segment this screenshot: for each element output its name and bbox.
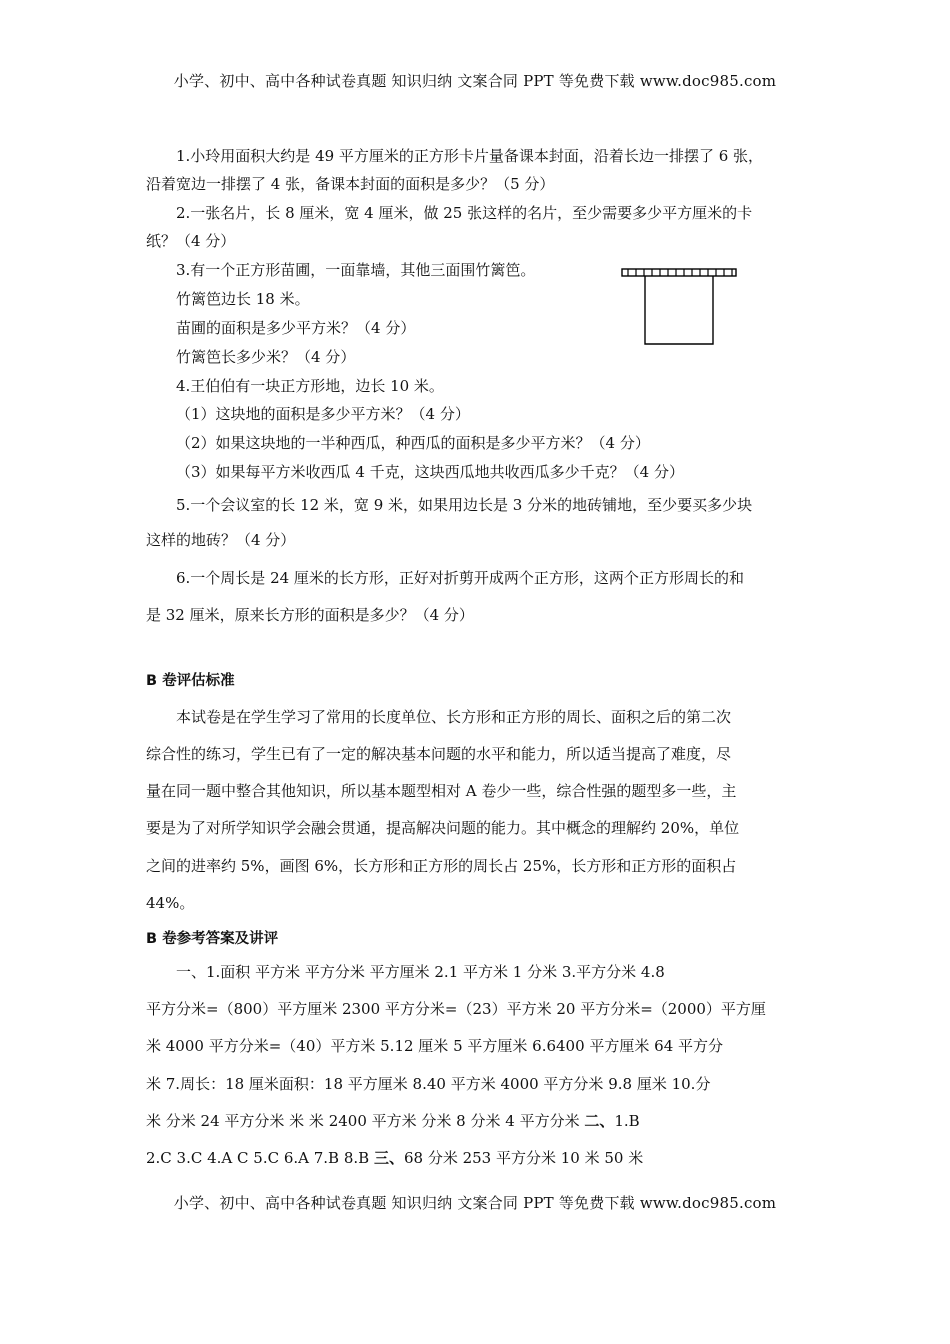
problem-5-line-2: 这样的地砖？（4 分）	[146, 531, 296, 549]
answers-line	[146, 1110, 640, 1131]
answers-fill-text: 米 分米 24 平方分米 米 米 2400 平方米 分米 8 分米 4 平方分米	[146, 1112, 585, 1130]
answers-calc-text: 68 分米 253 平方分米 10 米 50 米	[403, 1149, 644, 1167]
problem-4-line: 4.王伯伯有一块正方形地，边长 10 米。	[176, 377, 444, 395]
problem-6-line-1: 6.一个周长是 24 厘米的长方形，正好对折剪开成两个正方形，这两个正方形周长的和	[176, 569, 744, 587]
problem-3-line-4: 竹篱笆长多少米？（4 分）	[176, 348, 356, 366]
answers-line: 米 7.周长：18 厘米面积：18 平方厘米 8.40 平方米 4000 平方分米 9.8 厘米 10.分	[146, 1075, 711, 1093]
problem-4-part-1: （1）这块地的面积是多少平方米？（4 分）	[176, 405, 470, 423]
section-two-marker: 二、	[584, 1112, 615, 1130]
answers-line: 米 4000 平方分米=（40）平方米 5.12 厘米 5 平方厘米 6.6400 平方厘米 64 平方分	[146, 1037, 724, 1055]
answers-line: 一、1.面积 平方米 平方分米 平方厘米 2.1 平方米 1 分米 3.平方分米 4.8	[176, 963, 665, 981]
wall-hatching	[628, 269, 732, 276]
answers-heading: B 卷参考答案及讲评	[146, 931, 279, 947]
wall-bar	[622, 269, 736, 276]
problem-2-line-1: 2.一张名片，长 8 厘米，宽 4 厘米，做 25 张这样的名片，至少需要多少平方厘米的卡	[176, 204, 753, 222]
problem-4-part-3: （3）如果每平方米收西瓜 4 千克，这块西瓜地共收西瓜多少千克？（4 分）	[176, 463, 684, 481]
standard-line: 量在同一题中整合其他知识，所以基本题型相对 A 卷少一些，综合性强的题型多一些，主	[146, 782, 737, 800]
standard-line: 本试卷是在学生学习了常用的长度单位、长方形和正方形的周长、面积之后的第二次	[176, 708, 732, 726]
standard-heading: B 卷评估标准	[146, 673, 235, 689]
problem-3-line-1: 3.有一个正方形苗圃，一面靠墙，其他三面围竹篱笆。	[176, 261, 536, 279]
nursery-fence-diagram	[620, 266, 738, 348]
standard-line: 综合性的练习，学生已有了一定的解决基本问题的水平和能力，所以适当提高了难度，尽	[146, 745, 732, 763]
problem-5-line-1: 5.一个会议室的长 12 米，宽 9 米，如果用边长是 3 分米的地砖铺地，至少要买多少块	[176, 496, 753, 514]
problem-2-line-2: 纸？（4 分）	[146, 232, 236, 250]
answers-choice-text: 2.C 3.C 4.A C 5.C 6.A 7.B 8.B	[146, 1149, 374, 1167]
answers-choice-text: 1.B	[614, 1112, 640, 1130]
problem-1-line-1: 1.小玲用面积大约是 49 平方厘米的正方形卡片量备课本封面，沿着长边一排摆了 6 张，	[176, 147, 764, 165]
fence-sides	[645, 276, 713, 344]
problem-3-line-2: 竹篱笆边长 18 米。	[176, 290, 310, 308]
standard-line: 44%。	[146, 894, 195, 912]
answers-line	[146, 1147, 643, 1168]
standard-line: 之间的进率约 5%，画图 6%，长方形和正方形的周长占 25%，长方形和正方形的面积占	[146, 857, 737, 875]
problem-6-line-2: 是 32 厘米，原来长方形的面积是多少？（4 分）	[146, 606, 474, 624]
page-header: 小学、初中、高中各种试卷真题 知识归纳 文案合同 PPT 等免费下载 www.doc985.com	[173, 72, 777, 90]
standard-line: 要是为了对所学知识学会融会贯通，提高解决问题的能力。其中概念的理解约 20%，单位	[146, 819, 740, 837]
problem-3-line-3: 苗圃的面积是多少平方米？（4 分）	[176, 319, 416, 337]
answers-line: 平方分米=（800）平方厘米 2300 平方分米=（23）平方米 20 平方分米=（2000）平方厘	[146, 1000, 766, 1018]
section-three-marker: 三、	[373, 1149, 404, 1167]
problem-1-line-2: 沿着宽边一排摆了 4 张，备课本封面的面积是多少？（5 分）	[146, 175, 555, 193]
page-footer: 小学、初中、高中各种试卷真题 知识归纳 文案合同 PPT 等免费下载 www.doc985.com	[173, 1194, 777, 1212]
problem-4-part-2: （2）如果这块地的一半种西瓜，种西瓜的面积是多少平方米？（4 分）	[176, 434, 650, 452]
